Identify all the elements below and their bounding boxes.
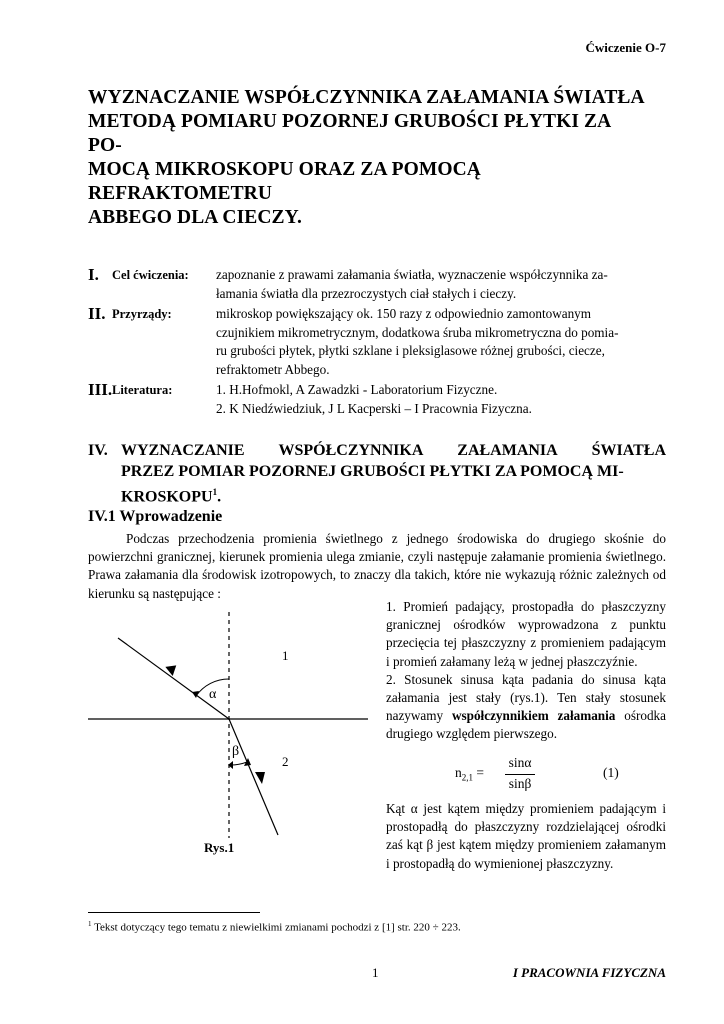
exercise-info xyxy=(88,266,666,420)
formula-number: (1) xyxy=(603,765,619,780)
info-roman: III. xyxy=(88,380,113,399)
formula-denominator: sinβ xyxy=(508,776,532,791)
document-title xyxy=(88,86,648,230)
formula-lhs: $n_{2,1}$ = xyxy=(455,765,484,783)
intro-text: Podczas przechodzenia promienia świetlnego z jednego środowiska do drugiego skośnie do powierzchni granicznej, kierunek promienia ulega zmianie, czyli następuje załamanie promienia świetlnego. Prawa załamania dla środowisk izotropowych, to znaczy dla takich, które nie wykazują różnic zależnych od kierunku są następujące : xyxy=(88,531,666,601)
info-label: Przyrządy: xyxy=(112,307,172,321)
info-row-goal xyxy=(88,266,666,303)
footnote xyxy=(88,920,461,934)
alpha-label: α xyxy=(209,687,217,702)
info-row-equipment xyxy=(88,305,666,379)
laws-column xyxy=(386,598,666,744)
info-line: ru grubości płytek, płytki szklane i pleksiglasowe różnej grubości, ciecze, xyxy=(216,343,605,358)
title-line: WYZNACZANIE WSPÓŁCZYNNIKA ZAŁAMANIA ŚWIATŁA xyxy=(88,87,645,108)
footnote-ref[interactable]: 1 xyxy=(212,487,218,497)
info-line: czujnikiem mikrometrycznym, dodatkowa śruba mikrometryczna do pomia- xyxy=(216,324,619,340)
section-heading xyxy=(88,440,666,507)
heading-word: ŚWIATŁA xyxy=(591,442,666,459)
refracted-ray xyxy=(229,719,278,835)
title-line: ABBEGO DLA CIECZY. xyxy=(88,207,303,228)
title-line: MOCĄ MIKROSKOPU ORAZ ZA POMOCĄ REFRAKTOMETRU xyxy=(88,159,481,204)
ray-label-1: 1 xyxy=(282,648,289,663)
law-1: 1. Promień padający, prostopadła do płaszczyzny granicznej ośrodków wyprowadzona z punktu przecięcia tej płaszczyzny z promieniem padającym i promień załamany leżą w jednej płaszczyźnie. xyxy=(386,599,666,669)
law-2 xyxy=(386,671,666,744)
angles-text: Kąt α jest kątem między promieniem padającym i prostopadłą do płaszczyzny rozdzielającej ośrodki zaś kąt β jest kątem między promieniem załamanym i prostopadłą do wymienionej płaszczyzny. xyxy=(386,801,666,871)
heading-word: WYZNACZANIE xyxy=(121,442,245,459)
incident-arrow xyxy=(165,665,177,676)
info-body xyxy=(216,266,666,303)
section-number: IV. xyxy=(88,442,108,459)
law-2-text: 2. Stosunek sinusa kąta padania do sinusa kąta załamania jest stały (rys.1). Ten stały stosunek nazywamy xyxy=(386,671,666,724)
exercise-code: Ćwiczenie O-7 xyxy=(585,40,666,55)
refraction-figure xyxy=(88,600,378,845)
heading-text: KROSKOPU xyxy=(121,488,213,506)
footnote-separator xyxy=(88,912,260,913)
formula-equals: = xyxy=(476,765,484,780)
law-2-bold: współczynnikiem załamania xyxy=(451,708,616,724)
heading-word: WSPÓŁCZYNNIKA xyxy=(278,442,424,459)
info-roman: I. xyxy=(88,265,99,284)
subsection-title: IV.1 Wprowadzenie xyxy=(88,508,223,525)
incident-ray xyxy=(118,638,229,719)
figure-caption: Rys.1 xyxy=(204,840,235,855)
beta-label: β xyxy=(232,744,240,759)
info-roman: II. xyxy=(88,304,106,323)
info-line: zapoznanie z prawami załamania światła, wyznaczenie współczynnika za- xyxy=(216,267,608,282)
section-heading-line: PRZEZ POMIAR POZORNEJ GRUBOŚCI PŁYTKI ZA POMOCĄ MI- xyxy=(121,463,624,480)
angles-description xyxy=(386,800,666,873)
info-body xyxy=(216,381,666,418)
formula-fraction-bar xyxy=(505,774,535,775)
title-line: METODĄ POMIARU POZORNEJ GRUBOŚCI PŁYTKI ZA PO- xyxy=(88,111,611,156)
info-line: refraktometr Abbego. xyxy=(216,361,330,377)
info-line: łamania światła dla przezroczystych ciał stałych i cieczy. xyxy=(216,285,517,301)
beta-arc-arrow xyxy=(244,758,251,766)
info-row-literature xyxy=(88,381,666,418)
intro-paragraph xyxy=(88,530,666,603)
refracted-arrow xyxy=(255,772,265,784)
page-number: 1 xyxy=(372,965,379,980)
refraction-diagram xyxy=(88,600,378,840)
section-heading-line xyxy=(121,482,666,507)
info-label: Cel ćwiczenia: xyxy=(112,268,189,282)
info-body xyxy=(216,305,666,379)
footnote-text: Tekst dotyczący tego tematu z niewielkimi zmianami pochodzi z [1] str. 220 ÷ 223. xyxy=(94,921,461,934)
section-heading-line xyxy=(121,440,666,461)
info-line: mikroskop powiększający ok. 150 razy z odpowiednio zamontowanym xyxy=(216,306,592,321)
info-line: 1. H.Hofmokl, A Zawadzki - Laboratorium Fizyczne. xyxy=(216,382,498,397)
law-2-text-end: ośrodka drugiego względem pierwszego. xyxy=(386,708,667,742)
footer-brand: I PRACOWNIA FIZYCZNA xyxy=(512,965,666,980)
info-line: 2. K Niedźwiedziuk, J L Kacperski – I Pracownia Fizyczna. xyxy=(216,400,532,416)
formula-subscript: 2,1 xyxy=(461,772,473,783)
formula-numerator: sinα xyxy=(508,755,532,770)
heading-word: ZAŁAMANIA xyxy=(457,442,558,459)
footnote-mark: 1 xyxy=(88,920,92,928)
info-label: Literatura: xyxy=(112,383,173,397)
heading-period: . xyxy=(217,488,222,506)
ray-label-2: 2 xyxy=(282,754,289,769)
